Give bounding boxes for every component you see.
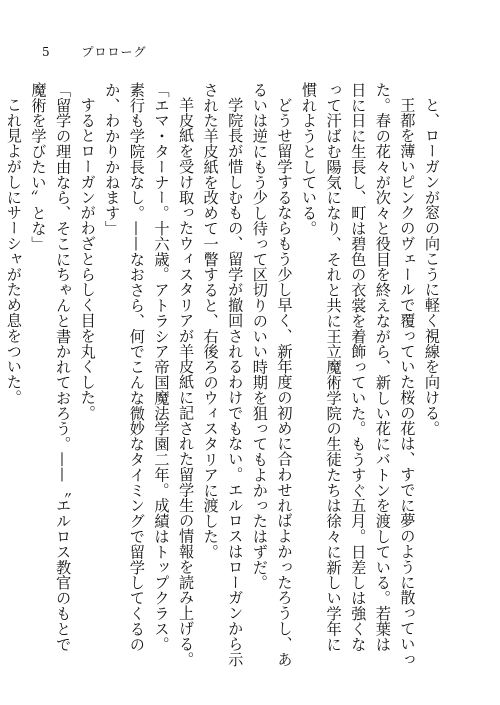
paragraph: するとローガンがわざとらしく目を丸くした。 [78, 97, 97, 421]
paragraph: 王都を薄いピンクのヴェールで覆っていた桜の花は、すでに夢のように散っていった。春の花々が次々と役目を終えながら、新しい花にバトンを渡している。若葉は日に日に生長し、町は碧色の衣裳を着飾っていた。もうすぐ五月。日差しは強くなって汗ばむ陽気になり、それと共に王立魔術学院の生徒たちは徐々に新しい学年に慣れようとしている。 [300, 82, 417, 667]
paragraph: 学院長が惜しむもの、留学が撤回されるわけでもない。エルロスはローガンから示された羊皮紙を改めて一瞥すると、右後ろのウィスタリアに渡した。 [201, 82, 245, 667]
page-number: 5 [42, 45, 51, 59]
paragraph: 「留学の理由なら、そこにちゃんと書かれておろう。——〝エルロス教官のもとで魔術を学びたい〟とな」 [29, 82, 73, 652]
paragraph: これ見よがしにサーシャがため息をついた。 [4, 97, 23, 406]
paragraph: どうせ留学するならもう少し早く、新年度の初めに合わせればよかったろうし、あるいは逆にもう少し待って区切りのいい時期を狙ってもよかったはずだ。 [250, 82, 294, 667]
paragraph: 「エマ・ターナー。十六歳。アトラシア帝国魔法学園二年。成績はトップクラス。素行も学院長なし。——なおさら、何でこんな微妙なタイミングで留学してくるのか、わかりかねます」 [103, 82, 171, 652]
running-header [42, 43, 146, 60]
vertical-body-text [4, 82, 444, 667]
paragraph: と、ローガンが窓の向こうに軽く視線を向ける。 [423, 97, 441, 436]
chapter-title: プロローグ [81, 45, 147, 59]
paragraph: 羊皮紙を受け取ったウィスタリアが羊皮紙に記された留学生の情報を読み上げる。 [177, 97, 196, 667]
